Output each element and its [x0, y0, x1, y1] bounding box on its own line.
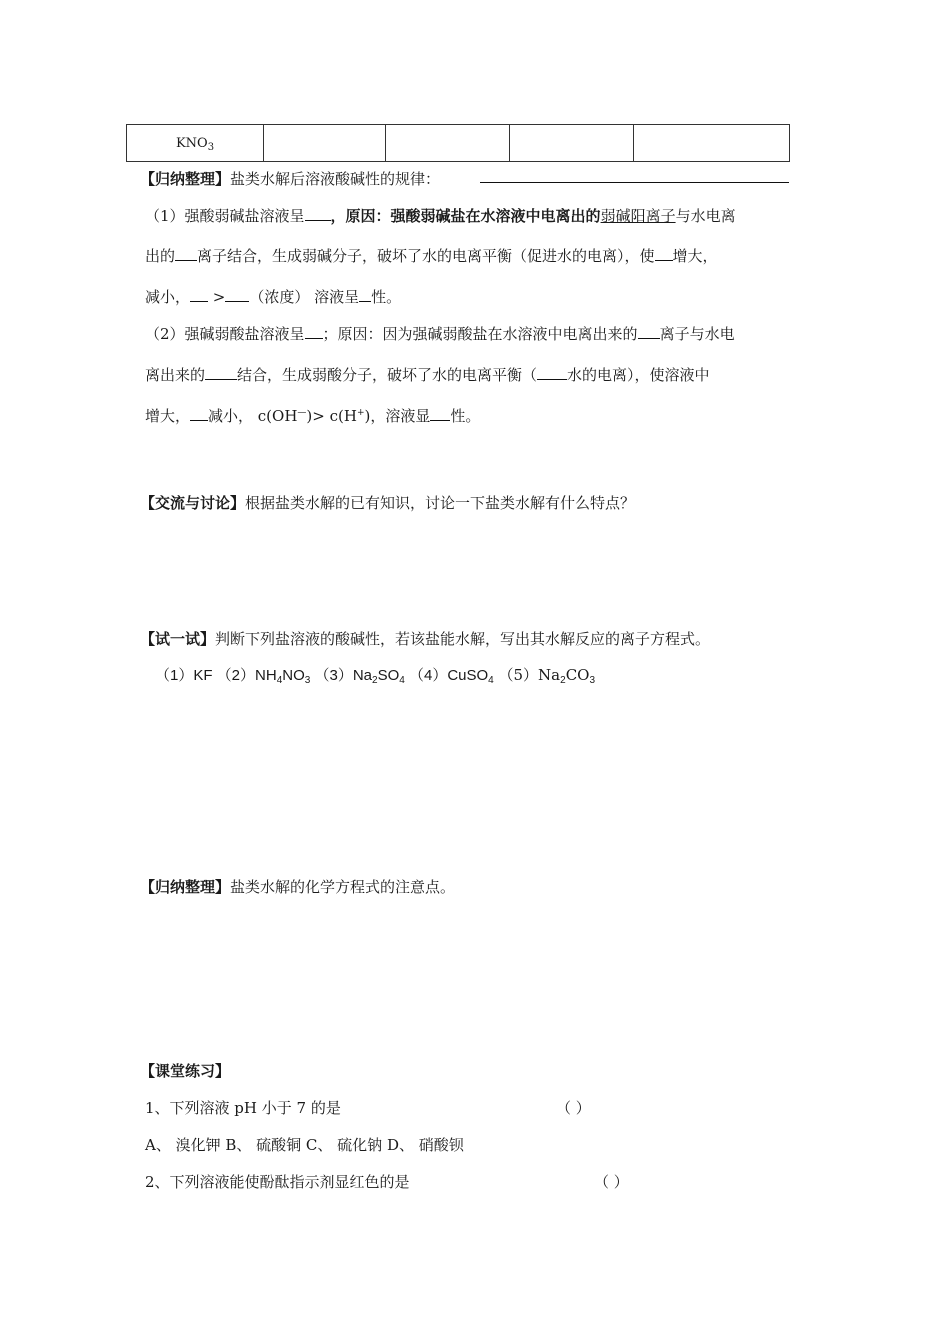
practice-heading: 【课堂练习】 [140, 1062, 231, 1080]
try-items [155, 664, 595, 685]
blank [205, 365, 237, 380]
section-text: 判断下列盐溶液的酸碱性，若该盐能水解，写出其水解反应的离子方程式。 [215, 630, 711, 648]
text: （2）强碱弱酸盐溶液呈 [145, 325, 305, 343]
text: 离出来的 [145, 366, 206, 384]
rule2-line2 [145, 364, 710, 385]
text: 增大， [672, 247, 718, 265]
table-cell [510, 125, 634, 162]
question-1: 1、下列溶液 pH 小于 7 的是 [145, 1099, 341, 1117]
section-tag: 【归纳整理】 [140, 878, 231, 896]
text: 减小， [145, 288, 191, 306]
text: SO [377, 667, 400, 684]
question-2: 2、下列溶液能使酚酞指示剂显红色的是 [145, 1173, 410, 1191]
text: 离子与水电 [659, 325, 735, 343]
subscript: 4 [488, 675, 494, 686]
section-text: 根据盐类水解的已有知识，讨论一下盐类水解有什么特点？ [245, 494, 636, 512]
text: 离子结合，生成弱碱分子，破坏了水的电离平衡（促进水的电离），使 [197, 247, 655, 265]
answer-line [480, 182, 789, 183]
text: 与水电离 [675, 207, 736, 225]
blank [430, 406, 450, 421]
blank [537, 365, 567, 380]
superscript: + [356, 408, 365, 418]
blank [190, 406, 208, 421]
blank [190, 287, 208, 302]
table-cell [386, 125, 510, 162]
answer-paren-2: （ ） [594, 1173, 629, 1191]
section-tag: 【交流与讨论】 [140, 494, 246, 512]
blank [225, 287, 249, 302]
subscript: 3 [304, 675, 311, 686]
rule2-line1 [145, 323, 735, 344]
try-heading [140, 628, 710, 649]
rule1-line2 [145, 245, 718, 266]
section-tag: 【归纳整理】 [140, 170, 231, 188]
rule1-line3 [145, 286, 401, 307]
text: 出的 [145, 247, 176, 265]
subscript: 3 [589, 675, 596, 686]
text: （4）CuSO [404, 667, 489, 684]
answer-paren-1: （ ） [556, 1099, 591, 1117]
text: ，原因：强酸弱碱盐在水溶液中电离出的 [330, 207, 601, 225]
summary-heading-1 [140, 168, 440, 189]
text: 性。 [371, 288, 402, 306]
text: > [208, 288, 226, 306]
rule2-line3 [145, 405, 480, 426]
rule1-line1 [145, 205, 736, 226]
salt-formula: KNO [175, 135, 208, 151]
blank [359, 287, 371, 302]
subscript: 4 [399, 675, 405, 686]
blank [655, 246, 673, 261]
salt-formula-subscript: 3 [207, 141, 215, 153]
text: （1）强酸弱碱盐溶液呈 [145, 207, 305, 225]
summary-heading-2 [140, 876, 455, 897]
blank [638, 324, 660, 339]
text: （浓度） 溶液呈 [249, 288, 360, 306]
subscript: 4 [276, 675, 283, 686]
table-cell [264, 125, 386, 162]
underlined-term: 弱碱阳离子 [600, 207, 676, 225]
text: CO [565, 666, 590, 684]
section-text: 盐类水解后溶液酸碱性的规律： [230, 170, 441, 188]
discussion-heading [140, 492, 635, 513]
table-cell [634, 125, 790, 162]
blank [305, 324, 323, 339]
salt-table [126, 124, 790, 162]
text: )，溶液显 [364, 407, 431, 425]
text: 结合，生成弱酸分子，破坏了水的电离平衡（ [237, 366, 538, 384]
text: ；原因：因为强碱弱酸盐在水溶液中电离出来的 [322, 325, 638, 343]
subscript: 2 [560, 675, 566, 686]
superscript: — [297, 408, 307, 418]
text: （3）Na [310, 667, 372, 684]
blank [305, 206, 331, 221]
text: （1）KF （2）NH [155, 667, 277, 684]
text: 增大， [145, 407, 191, 425]
text: 减小， c(OH [208, 407, 298, 425]
subscript: 2 [372, 675, 378, 686]
section-text: 盐类水解的化学方程式的注意点。 [230, 878, 456, 896]
table-row [127, 125, 790, 162]
text: 水的电离），使溶液中 [567, 366, 710, 384]
question-1-options: A、 溴化钾 B、 硫酸铜 C、 硫化钠 D、 硝酸钡 [145, 1136, 464, 1154]
text: （5）Na [493, 666, 561, 684]
text: )> c(H [306, 407, 357, 425]
text: NO [282, 667, 305, 684]
text: 性。 [450, 407, 481, 425]
table-cell-salt [127, 125, 264, 162]
section-tag: 【试一试】 [140, 630, 216, 648]
blank [175, 246, 197, 261]
